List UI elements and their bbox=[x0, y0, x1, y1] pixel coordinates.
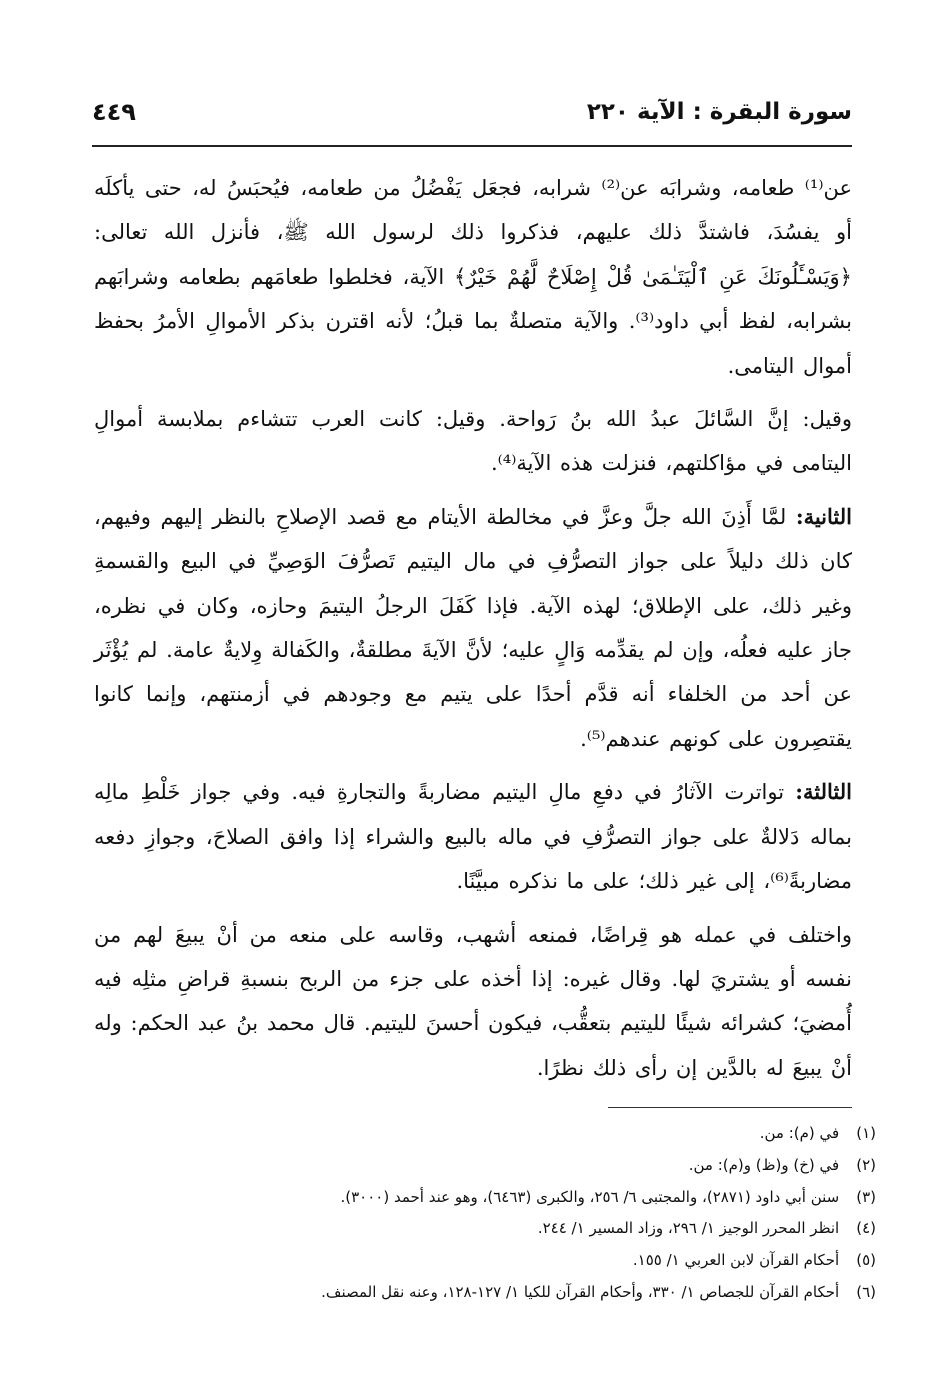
surah-title: سورة البقرة : الآية ٢٢٠ bbox=[586, 99, 852, 125]
paragraph-3 bbox=[94, 495, 852, 761]
paragraph-4 bbox=[94, 770, 852, 903]
footnote-divider bbox=[608, 1107, 852, 1108]
paragraph-5 bbox=[94, 913, 852, 1091]
footnote-text: في (م): من. bbox=[759, 1124, 840, 1142]
footnote-number: (٥) bbox=[856, 1251, 876, 1270]
section-lead: الثالثة: bbox=[795, 779, 852, 805]
footnote-text: انظر المحرر الوجيز ١/ ٢٩٦، وزاد المسير ١/ ٢٤٤. bbox=[537, 1219, 840, 1238]
footnote-2 bbox=[94, 1150, 876, 1182]
footnote-6 bbox=[94, 1277, 876, 1309]
footnote-number: (١) bbox=[856, 1124, 876, 1142]
paragraph-text: وقيل: إنَّ السَّائلَ عبدُ الله بنُ رَواحة. وقيل: كانت العرب تتشاءم بملابسة أموالِ اليتامى في مؤاكلتهم، فنزلت هذه الآية⁽⁴⁾. bbox=[94, 407, 852, 476]
paragraph-1 bbox=[94, 166, 852, 388]
footnote-text: أحكام القرآن لابن العربي ١/ ١٥٥. bbox=[632, 1251, 840, 1270]
paragraph-text: لمَّا أَذِنَ الله جلَّ وعزَّ في مخالطة الأيتام مع قصد الإصلاحِ بالنظر إليهم وفيهم، كان ذلك دليلاً على جواز التصرُّفِ في مال اليتيم تَصرُّفَ الوَصِيِّ في البيع والقسمةِ وغير ذلك، على الإطلاق؛ لهذه الآية. فإذا كَفَلَ الرجلُ اليتيمَ وحازه، وكان في نظره، جاز عليه فعلُه، وإن لم يقدِّمه وَالٍ عليه؛ لأنَّ الآيةَ مطلقةٌ، والكَفالة وِلايةٌ عامة. لم يُؤْثَر عن أحد من الخلفاء أنه قدَّم أحدًا على يتيم مع وجودهم في أزمنتهم، وإنما كانوا يقتصِرون على كونهم عندهم⁽⁵⁾. bbox=[94, 504, 852, 751]
paragraph-2 bbox=[94, 397, 852, 486]
paragraph-text: عن⁽¹⁾ طعامه، وشرابَه عن⁽²⁾ شرابه، فجعَل يَفْضُلُ من طعامه، فيُحبَسُ له، حتى يأكلَه أو يفسُدَ، فاشتدَّ ذلك عليهم، فذكروا ذلك لرسول الله ﷺ، فأنزل الله تعالى: ﴿وَيَسْـَٔلُونَكَ عَنِ ٱلْيَتَـٰمَىٰ قُلْ إِصْلَاحٌ لَّهُمْ خَيْرٌ﴾ الآية، فخلطوا طعامَهم بطعامه وشرابَهم بشرابه، لفظ أبي داود⁽³⁾. والآية متصلةٌ بما قبلُ؛ لأنه اقترن بذكر الأموالِ الأمرُ بحفظ أموال اليتامى. bbox=[94, 176, 852, 378]
running-header bbox=[92, 86, 852, 138]
footnote-5 bbox=[94, 1245, 876, 1277]
footnote-text: أحكام القرآن للجصاص ١/ ٣٣٠، وأحكام القرآن للكيا ١/ ١٢٧-١٢٨، وعنه نقل المصنف. bbox=[321, 1282, 840, 1301]
footnote-text: سنن أبي داود (٢٨٧١)، والمجتبى ٦/ ٢٥٦، والكبرى (٦٤٦٣)، وهو عند أحمد (٣٠٠٠). bbox=[340, 1187, 840, 1206]
footnote-number: (٢) bbox=[856, 1155, 876, 1174]
footnote-1 bbox=[94, 1118, 876, 1150]
paragraph-text: تواترت الآثارُ في دفعِ مالِ اليتيم مضاربةً والتجارةِ فيه. وفي جواز خَلْطِ مالِه بماله دَلالةٌ على جواز التصرُّفِ في ماله بالبيع والشراء إذا وافق الصلاحَ، وجوازِ دفعه مضاربةً⁽⁶⁾، إلى غير ذلك؛ على ما نذكره مبيَّنًا. bbox=[94, 780, 852, 894]
paragraph-text: واختلف في عمله هو قِراضًا، فمنعه أشهب، وقاسه على منعه من أنْ يبيعَ لهم من نفسه أو يشتريَ لها. وقال غيره: إذا أخذه على جزء من الربح بنسبةِ قراضِ مثلِه فيه أُمضيَ؛ كشرائه شيئًا لليتيم بتعقُّب، فيكون أحسنَ لليتيم. قال محمد بنُ عبد الحكم: وله أنْ يبيعَ له بالدَّين إن رأى ذلك نظرًا. bbox=[94, 922, 852, 1080]
footnote-text: في (خ) و(ظ) و(م): من. bbox=[688, 1155, 840, 1174]
main-text bbox=[94, 166, 852, 1090]
footnote-number: (٣) bbox=[856, 1187, 876, 1206]
section-lead: الثانية: bbox=[795, 503, 852, 529]
footnotes bbox=[94, 1118, 876, 1309]
header-divider bbox=[92, 145, 852, 147]
footnote-number: (٦) bbox=[856, 1282, 876, 1301]
footnote-3 bbox=[94, 1182, 876, 1214]
page-number: ٤٤٩ bbox=[92, 98, 136, 126]
footnote-number: (٤) bbox=[856, 1219, 876, 1238]
footnote-4 bbox=[94, 1213, 876, 1245]
